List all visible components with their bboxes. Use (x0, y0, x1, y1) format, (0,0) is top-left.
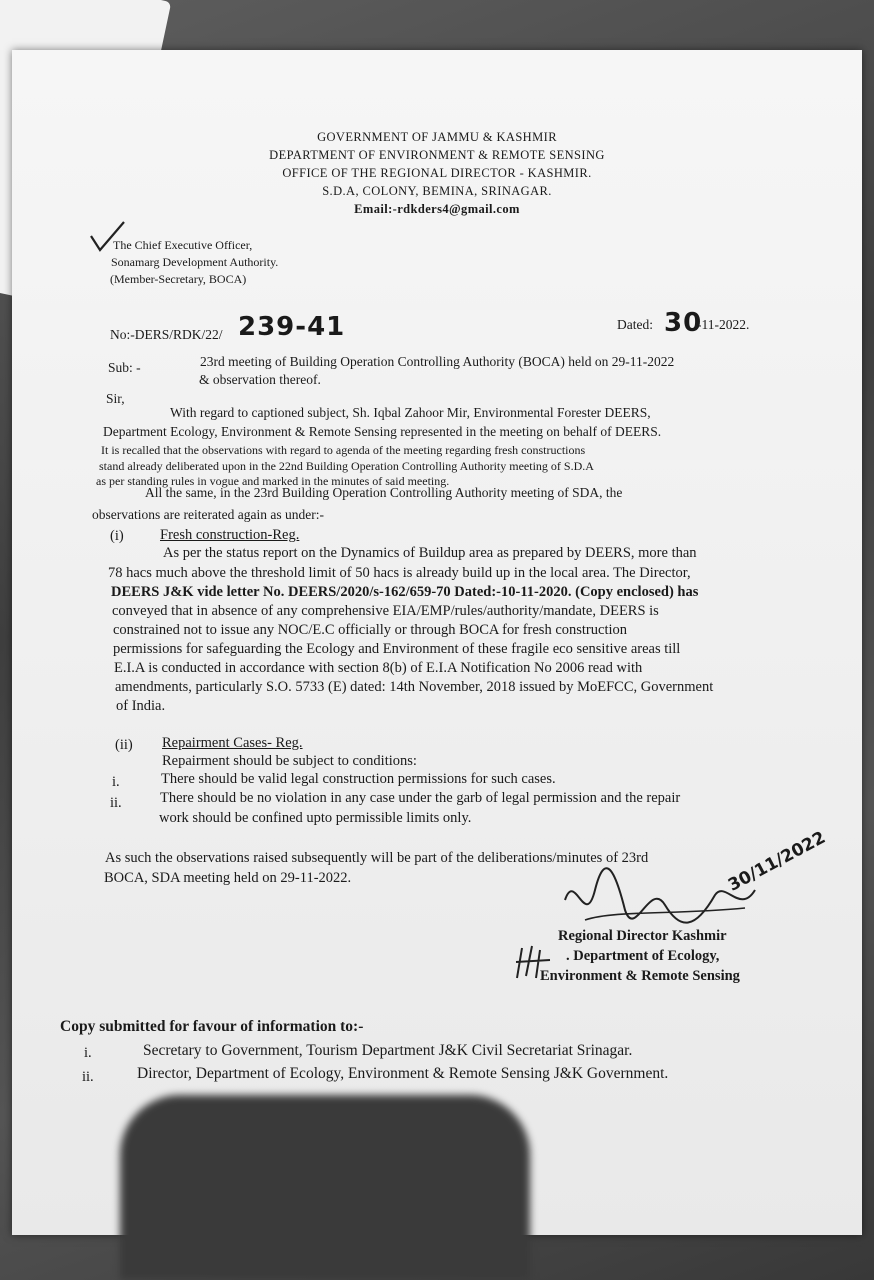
intro-line: It is recalled that the observations with regard to agenda of the meeting regarding fresh constructions (101, 443, 586, 457)
intro-line: Department Ecology, Environment & Remote Sensing represented in the meeting on behalf of DEERS. (103, 424, 662, 439)
intro-line: With regard to captioned subject, Sh. Iqbal Zahoor Mir, Environmental Forester DEERS, (170, 405, 651, 420)
section-2-intro: Repairment should be subject to conditions: (162, 753, 417, 769)
dated-label: Dated: (617, 317, 653, 332)
section-1-line: DEERS J&K vide letter No. DEERS/2020/s-162/659-70 Dated:-10-11-2020. (Copy enclosed) has (111, 584, 699, 600)
intro-line: as per standing rules in vogue and marked in the minutes of said meeting. (96, 474, 450, 488)
section-1-number: (i) (110, 528, 124, 544)
section-1-line: conveyed that in absence of any comprehensive EIA/EMP/rules/authority/mandate, DEERS is (112, 603, 659, 619)
closing-line: As such the observations raised subsequently will be part of the deliberations/minutes of 23rd (105, 850, 649, 866)
addressee-title: The Chief Executive Officer, (113, 238, 253, 252)
handwritten-signature-date: 30/11/2022 (725, 827, 829, 896)
header-email: Email:-rdkders4@gmail.com (354, 202, 520, 216)
intro-line: observations are reiterated again as under:- (92, 507, 325, 522)
header-department: DEPARTMENT OF ENVIRONMENT & REMOTE SENSING (269, 148, 605, 162)
addressee-org: Sonamarg Development Authority. (111, 255, 279, 269)
addressee-role: (Member-Secretary, BOCA) (110, 272, 247, 286)
section-1-title: Fresh construction-Reg. (160, 527, 300, 543)
hand-shadow (120, 1095, 530, 1280)
section-1-line: E.I.A is conducted in accordance with section 8(b) of E.I.A Notification No 2006 read with (114, 660, 643, 676)
reference-prefix: No:-DERS/RDK/22/ (110, 327, 223, 342)
section-1-line: of India. (116, 698, 166, 714)
copy-item: Secretary to Government, Tourism Department J&K Civil Secretariat Srinagar. (143, 1042, 633, 1059)
section-1-line: As per the status report on the Dynamics of Buildup area as prepared by DEERS, more than (163, 545, 697, 561)
subject-line-2: & observation thereof. (199, 372, 321, 387)
section-2-item: There should be no violation in any case under the garb of legal permission and the repair (160, 790, 681, 806)
salutation: Sir, (106, 391, 125, 406)
handwritten-day: 30 (664, 308, 703, 338)
section-1-line: constrained not to issue any NOC/E.C officially or through BOCA for fresh construction (113, 622, 627, 638)
copy-item-number: ii. (82, 1069, 94, 1085)
header-office: OFFICE OF THE REGIONAL DIRECTOR - KASHMIR. (282, 166, 592, 180)
section-2-number: (ii) (115, 737, 133, 753)
copy-item-number: i. (84, 1045, 92, 1061)
closing-line: BOCA, SDA meeting held on 29-11-2022. (104, 870, 352, 886)
section-1-line: permissions for safeguarding the Ecology and Environment of these fragile eco sensitive areas till (113, 641, 681, 657)
intro-line: All the same, in the 23rd Building Operation Controlling Authority meeting of SDA, the (145, 485, 623, 500)
section-1-line: amendments, particularly S.O. 5733 (E) dated: 14th November, 2018 issued by MoEFCC, Government (115, 679, 714, 695)
header-address: S.D.A, COLONY, BEMINA, SRINAGAR. (322, 184, 552, 198)
section-2-title: Repairment Cases- Reg. (162, 735, 303, 751)
subject-label: Sub: - (108, 360, 141, 375)
intro-line: stand already deliberated upon in the 22nd Building Operation Controlling Authority meeting of S.D.A (99, 459, 594, 473)
section-2-continuation: work should be confined upto permissible limits only. (159, 810, 472, 826)
signatory-department-2: Environment & Remote Sensing (540, 968, 740, 984)
header-government: GOVERNMENT OF JAMMU & KASHMIR (317, 130, 557, 144)
signatory-department: . Department of Ecology, (566, 948, 720, 964)
copy-heading: Copy submitted for favour of information to:- (60, 1018, 364, 1035)
subject-line-1: 23rd meeting of Building Operation Controlling Authority (BOCA) held on 29-11-2022 (200, 354, 675, 369)
date-rest: -11-2022. (697, 317, 750, 332)
section-2-item-number: ii. (110, 795, 122, 811)
handwritten-number: 239-41 (238, 312, 346, 342)
signatory-title: Regional Director Kashmir (558, 928, 727, 944)
section-2-item-number: i. (112, 774, 120, 790)
copy-item: Director, Department of Ecology, Environment & Remote Sensing J&K Government. (137, 1065, 669, 1082)
section-2-item: There should be valid legal construction permissions for such cases. (161, 771, 556, 787)
section-1-line: 78 hacs much above the threshold limit of 50 hacs is already build up in the local area. The Director, (108, 565, 691, 581)
